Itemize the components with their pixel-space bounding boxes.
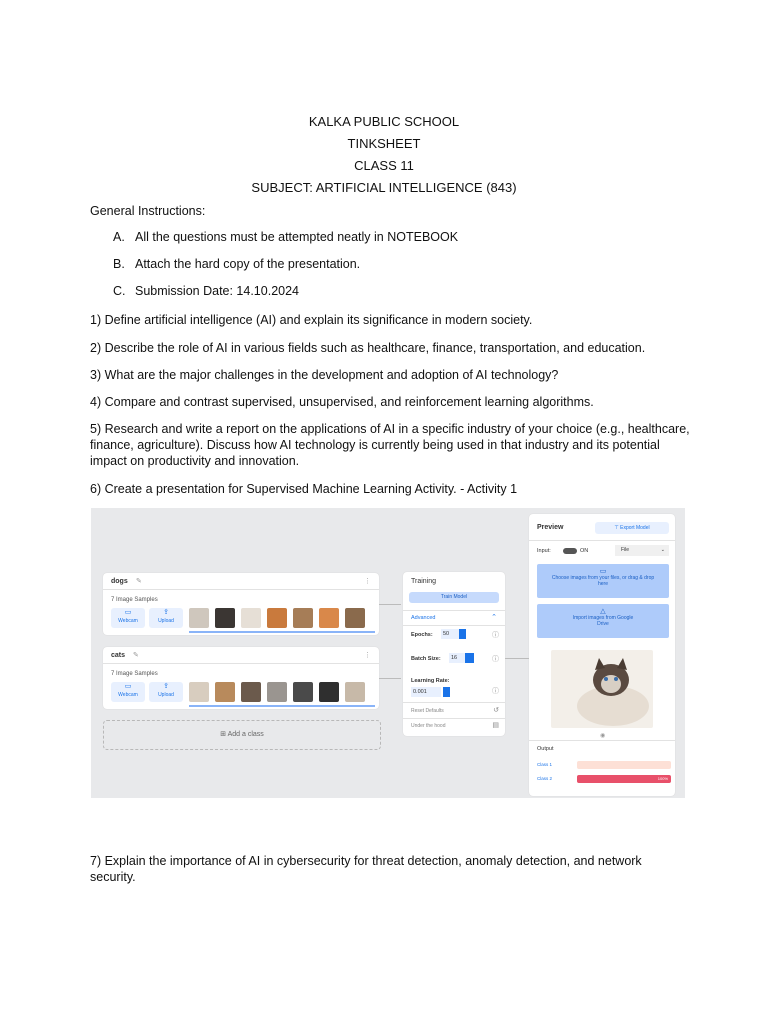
webcam-label: Webcam	[118, 692, 138, 698]
dog-thumbnail	[267, 608, 287, 628]
subject-label: SUBJECT: ARTIFICIAL INTELLIGENCE (843)	[251, 180, 517, 195]
instruction-letter: B.	[113, 257, 125, 271]
export-model-button[interactable]	[595, 522, 669, 534]
advanced-toggle[interactable]: Advanced	[411, 615, 436, 621]
class-name: dogs	[111, 578, 128, 585]
dog-thumbnail	[189, 608, 209, 628]
code-icon[interactable]: ▤	[492, 722, 499, 729]
instruction-letter: A.	[113, 230, 125, 244]
question-3: 3) What are the major challenges in the development and adoption of AI technology?	[90, 368, 559, 382]
class-name: cats	[111, 652, 126, 659]
question-7: 7) Explain the importance of AI in cybersecurity for threat detection, anomaly detection, and network security.	[90, 854, 642, 884]
learning-rate-label: Learning Rate:	[411, 678, 450, 684]
batch-size-select[interactable]: 16	[449, 653, 467, 663]
cat-thumbnail	[345, 682, 365, 702]
question-2: 2) Describe the role of AI in various fields such as healthcare, finance, transportation, and education.	[90, 341, 646, 355]
output-class-1-label: Class 1	[537, 762, 553, 767]
import-drive-label: Import images from Google Drive	[572, 615, 634, 627]
scrollbar[interactable]	[189, 705, 375, 707]
instruction-letter: C.	[113, 284, 126, 298]
under-the-hood-button[interactable]: Under the hood	[411, 723, 446, 729]
learning-rate-input[interactable]: 0.001	[411, 687, 441, 697]
preview-title: Preview	[537, 524, 564, 531]
webcam-icon: ▭	[124, 609, 132, 616]
question-4: 4) Compare and contrast supervised, unsupervised, and reinforcement learning algorithms.	[90, 395, 594, 409]
upload-button[interactable]	[149, 608, 183, 628]
cat-thumbnail	[267, 682, 287, 702]
cat-thumbnail	[241, 682, 261, 702]
teachable-machine-screenshot	[91, 508, 685, 798]
question-1: 1) Define artificial intelligence (AI) and explain its significance in modern society.	[90, 313, 533, 327]
instruction-text: Submission Date: 14.10.2024	[135, 284, 299, 298]
cat-photo	[551, 650, 653, 728]
upload-label: Upload	[158, 618, 174, 624]
preview-panel	[529, 514, 675, 796]
dog-thumbnail	[293, 608, 313, 628]
help-icon[interactable]: ⓘ	[492, 688, 499, 695]
document-type: TINKSHEET	[347, 136, 421, 151]
output-class-2-value: 100%	[657, 776, 668, 781]
output-class-2-label: Class 2	[537, 776, 553, 781]
drive-icon: △	[600, 608, 606, 615]
dog-thumbnail	[345, 608, 365, 628]
output-label: Output	[537, 746, 554, 752]
webcam-label: Webcam	[118, 618, 138, 624]
sample-count: 7 Image Samples	[111, 597, 158, 603]
more-options-icon[interactable]: ⋮	[364, 578, 371, 585]
add-class-button[interactable]	[103, 720, 381, 750]
general-instructions-heading: General Instructions:	[90, 204, 206, 218]
help-icon[interactable]: ⓘ	[492, 656, 499, 663]
class-label: CLASS 11	[354, 158, 414, 173]
connector-line	[379, 604, 401, 605]
drag-handle-icon[interactable]: ◉	[600, 733, 606, 739]
cat-thumbnail	[189, 682, 209, 702]
dog-thumbnail	[319, 608, 339, 628]
export-icon: ⊤	[614, 525, 619, 531]
input-state: ON	[580, 548, 589, 554]
input-label: Input:	[537, 548, 551, 554]
instruction-item	[113, 284, 299, 298]
training-panel	[403, 572, 505, 736]
chevron-down-icon[interactable]	[465, 653, 474, 663]
webcam-button[interactable]	[111, 682, 145, 702]
webcam-icon: ▭	[124, 683, 132, 690]
epochs-stepper[interactable]	[459, 629, 466, 639]
instruction-text: Attach the hard copy of the presentation.	[135, 257, 361, 271]
reset-icon[interactable]: ↺	[493, 707, 499, 714]
output-class-2-track	[577, 775, 671, 783]
cat-image-thumbnails	[189, 682, 375, 702]
sample-count: 7 Image Samples	[111, 671, 158, 677]
epochs-label: Epochs:	[411, 632, 433, 638]
preview-cat-image	[551, 650, 653, 728]
dog-image-thumbnails	[189, 608, 375, 628]
train-model-button[interactable]: Train Model	[409, 592, 499, 603]
more-options-icon[interactable]: ⋮	[364, 652, 371, 659]
dog-thumbnail	[215, 608, 235, 628]
instruction-item	[113, 230, 458, 244]
edit-pencil-icon[interactable]: ✎	[133, 652, 139, 659]
chevron-up-icon[interactable]: ⌃	[491, 614, 497, 621]
output-class-2-bar	[577, 775, 671, 783]
question-6: 6) Create a presentation for Supervised Machine Learning Activity. - Activity 1	[90, 482, 518, 496]
class-card-dogs	[103, 573, 379, 635]
cat-thumbnail	[293, 682, 313, 702]
scrollbar[interactable]	[189, 631, 375, 633]
reset-defaults-button[interactable]: Reset Defaults	[411, 708, 444, 714]
import-drive-button[interactable]	[537, 604, 669, 638]
class-card-cats	[103, 647, 379, 709]
batch-size-label: Batch Size:	[411, 656, 441, 662]
export-model-label: Export Model	[620, 525, 650, 531]
input-source-value: File	[621, 547, 630, 553]
question-5: 5) Research and write a report on the applications of AI in a specific industry of your choice (e.g., healthcare, finance, agriculture). Discuss how AI technology is currently being used in that industry and its potential impact on productivity and innovation.	[90, 422, 690, 468]
upload-icon: ⇪	[163, 683, 169, 690]
instruction-item	[113, 257, 360, 271]
connector-line	[379, 678, 401, 679]
learning-rate-stepper[interactable]	[443, 687, 450, 697]
help-icon[interactable]: ⓘ	[492, 632, 499, 639]
output-class-1-bar	[577, 761, 671, 769]
add-class-icon: ⊞	[220, 731, 227, 738]
webcam-button[interactable]	[111, 608, 145, 628]
edit-pencil-icon[interactable]: ✎	[136, 578, 142, 585]
connector-line	[505, 658, 529, 659]
folder-icon: ▭	[599, 568, 607, 575]
choose-files-label: Choose images from your files, or drag & drop here	[551, 575, 655, 587]
instruction-text: All the questions must be attempted neatly in NOTEBOOK	[135, 230, 459, 244]
training-title: Training	[411, 578, 437, 585]
choose-files-dropzone[interactable]	[537, 564, 669, 598]
cat-thumbnail	[319, 682, 339, 702]
add-class-label: Add a class	[227, 731, 264, 738]
dog-thumbnail	[241, 608, 261, 628]
upload-icon: ⇪	[163, 609, 169, 616]
chevron-down-icon: ⌄	[660, 547, 665, 553]
cat-thumbnail	[215, 682, 235, 702]
epochs-input[interactable]: 50	[441, 629, 465, 639]
upload-label: Upload	[158, 692, 174, 698]
input-toggle[interactable]	[563, 548, 577, 554]
school-name: KALKA PUBLIC SCHOOL	[308, 114, 460, 129]
input-source-select[interactable]	[615, 545, 669, 556]
upload-button[interactable]	[149, 682, 183, 702]
